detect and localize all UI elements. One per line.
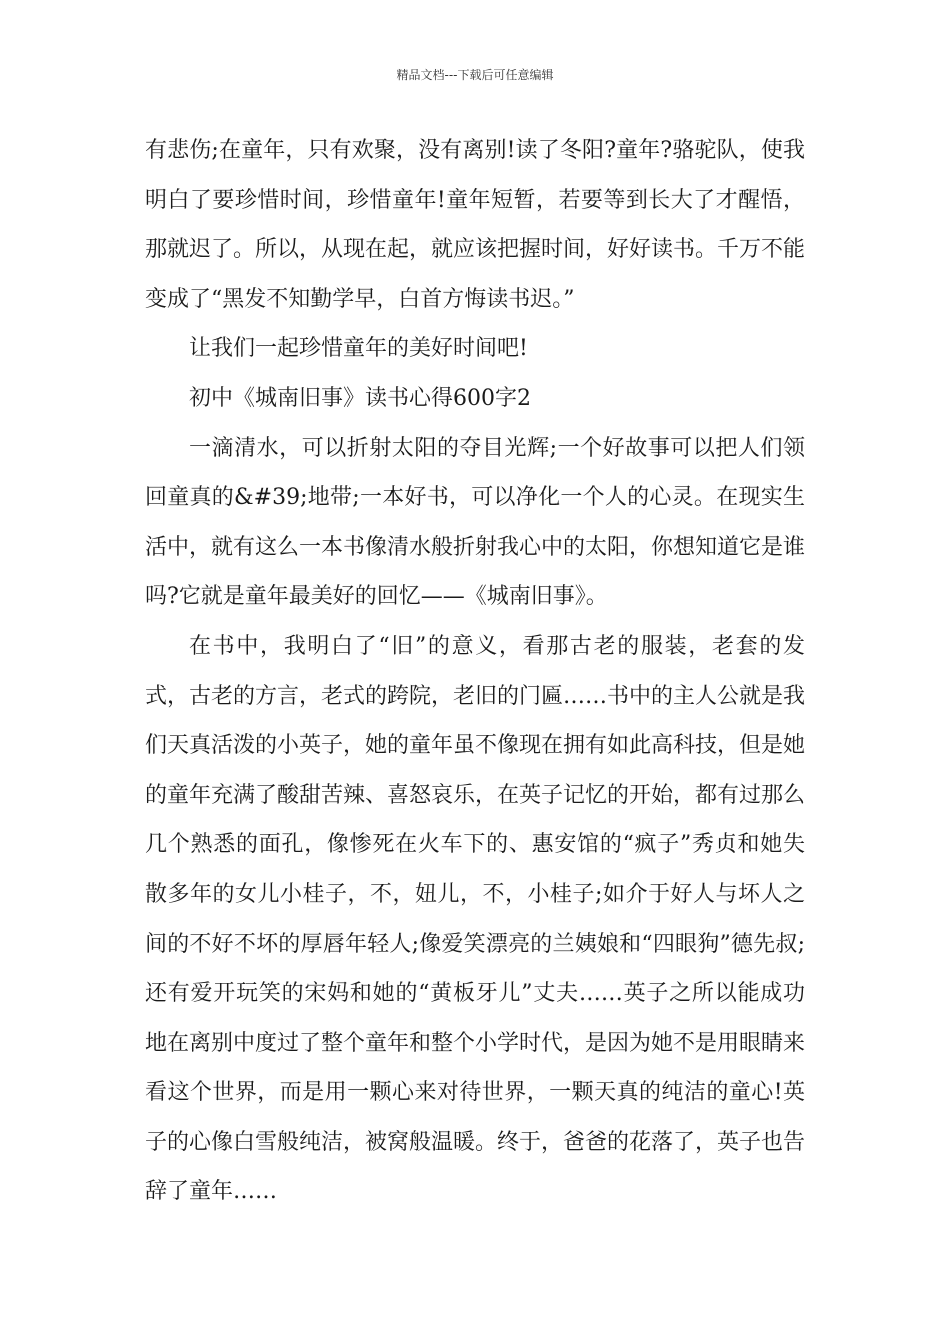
- document-body: [145, 126, 805, 1217]
- paragraph-closing-line: 让我们一起珍惜童年的美好时间吧!: [189, 336, 528, 362]
- paragraph-main: 在书中，我明白了“旧”的意义，看那古老的服装，老套的发式，古老的方言，老式的跨院，老旧的门匾……书中的主人公就是我们天真活泼的小英子，她的童年虽不像现在拥有如此高科技，但是她的童年充满了酸甜苦辣、喜怒哀乐，在英子记忆的开始，都有过那么几个熟悉的面孔，像惨死在火车下的、惠安馆的“疯子”秀贞和她失散多年的女儿小桂子，不，妞儿，不，小桂子;如介于好人与坏人之间的不好不坏的厚唇年轻人;像爱笑漂亮的兰姨娘和“四眼狗”德先叔;还有爱开玩笑的宋妈和她的“黄板牙儿”丈夫……英子之所以能成功地在离别中度过了整个童年和整个小学时代，是因为她不是用眼睛来看这个世界，而是用一颗心来对待世界，一颗天真的纯洁的童心!英子的心像白雪般纯洁，被窝般温暖。终于，爸爸的花落了，英子也告辞了童年……: [145, 633, 806, 1205]
- paragraph-continuation: 有悲伤;在童年，只有欢聚，没有离别!读了冬阳?童年?骆驼队，使我明白了要珍惜时间，珍惜童年!童年短暂，若要等到长大了才醒悟，那就迟了。所以，从现在起，就应该把握时间，好好读书。千万不能变成了“黑发不知勤学早，白首方悔读书迟。”: [145, 138, 806, 312]
- page-header: 精品文档---下载后可任意编辑: [396, 68, 554, 82]
- section-title: 初中《城南旧事》读书心得600字2: [189, 385, 531, 411]
- paragraph-intro: 一滴清水，可以折射太阳的夺目光辉;一个好故事可以把人们领回童真的&#39;地带;一本好书，可以净化一个人的心灵。在现实生活中，就有这么一本书像清水般折射我心中的太阳，你想知道它是谁吗?它就是童年最美好的回忆——《城南旧事》。: [145, 435, 806, 610]
